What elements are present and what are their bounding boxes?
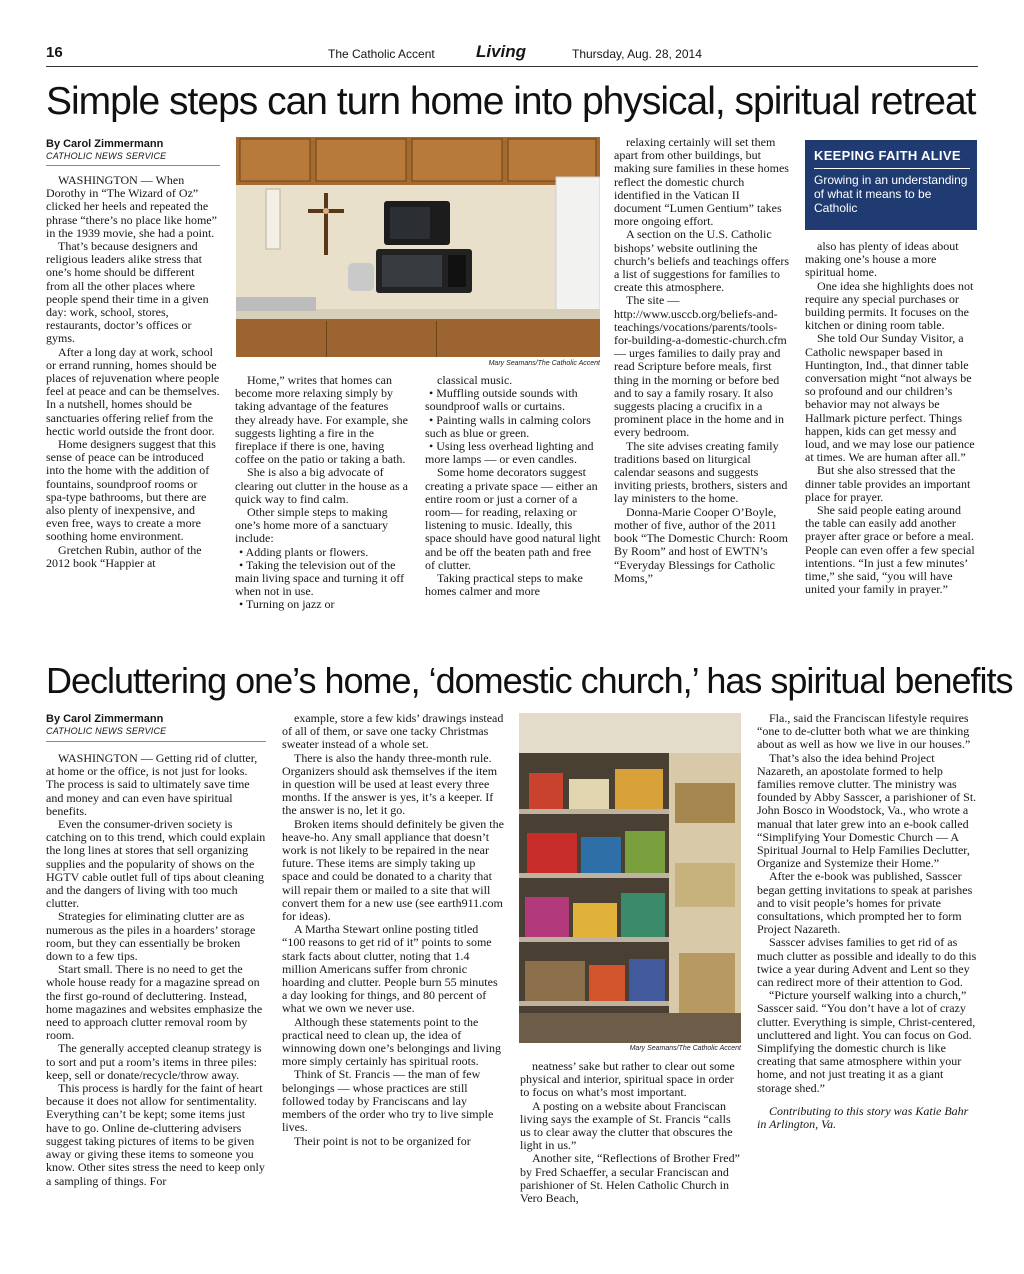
story1-byline-org: CATHOLIC NEWS SERVICE — [46, 151, 167, 161]
article-paragraph: Donna-Marie Cooper O’Boyle, mother of five, author of the 2011 book “The Domestic Church: Room By Room” and host of EWTN’s “Everyday Blessings for Catholic Moms,” — [614, 504, 788, 585]
article-paragraph: There is also the handy three-month rule. Organizers should ask themselves if the item in question will be used at least every three months. If the answer is yes, it’s a keeper. If the answer is no, let it go. — [282, 750, 498, 818]
publication-date: Thursday, Aug. 28, 2014 — [572, 47, 702, 61]
article-paragraph: • Using less overhead lighting and more lamps — or even candles. — [425, 439, 594, 467]
publication-name: The Catholic Accent — [328, 47, 435, 61]
story1-column-4 — [614, 136, 790, 642]
article-paragraph: After the e-book was published, Sasscer began getting invitations to speak at parishes and to visit people’s homes for private consultations, which prompted her to form Project Nazareth. — [757, 869, 973, 937]
article-paragraph: also has plenty of ideas about making one’s house a more spiritual home. — [805, 240, 959, 280]
story2-byline: By Carol Zimmermann — [46, 713, 164, 725]
article-paragraph: Even the consumer-driven society is catching on to this trend, which could explain the long lines at stores that sell organizing supplies and the popularity of shows on the HGTV cable outlet full of tips about cleaning and the dangers of living with too much clutter. — [46, 817, 266, 911]
article-paragraph: The site — http://www.usccb.org/beliefs-and-teachings/vocations/parents/tools-for-building-a-domestic-church.cfm — urges families to daily pray and read Scripture before meals, first thing in the morning or before bed and to say a family rosary. It also suggests placing a crucifix in a prominent place in the home and in every bedroom. — [614, 293, 787, 440]
article-paragraph: One idea she highlights does not require any special purchases or building permits. It focuses on the kitchen or dining room table. — [805, 278, 974, 333]
article-paragraph: Their point is not to be organized for — [294, 1133, 471, 1148]
article-paragraph: Broken items should definitely be given the heave-ho. Any small appliance that doesn’t work is not likely to be repaired in the near future. These items are simply taking up space and could be donated to a charity that will repair them or mailed to a site that will convert them for a new use (see earth911.com for ideas). — [282, 816, 504, 924]
keeping-faith-alive-box — [805, 140, 977, 230]
article-paragraph: Other simple steps to making one’s home more of a sanctuary include: — [235, 505, 388, 546]
article-paragraph: • Muffling outside sounds with soundproof walls or curtains. — [425, 386, 578, 414]
article-paragraph: WASHINGTON — When Dorothy in “The Wizard of Oz” clicked her heels and repeated the phrase “there’s no place like home” in the 1939 movie, she had a point. — [46, 174, 217, 240]
keeping-faith-alive-subtitle: Growing in an understanding of what it means to be Catholic — [814, 173, 968, 215]
story1-photo-credit: Mary Seamans/The Catholic Accent — [488, 360, 600, 367]
article-paragraph: Gretchen Rubin, author of the 2012 book “Happier at — [46, 542, 202, 570]
article-paragraph: • Taking the television out of the main living space and turning it off when not in use. — [235, 557, 405, 599]
story2-photo-credit: Mary Seamans/The Catholic Accent — [629, 1045, 741, 1052]
article-paragraph: She said people eating around the table can easily add another prayer after grace or before a meal. People can even offer a few special intentions. “In just a few minutes’ time,” she said, “you will have united your family in prayer.” — [805, 503, 975, 597]
article-paragraph: • Adding plants or flowers. — [239, 544, 369, 559]
article-paragraph: A posting on a website about Franciscan living says the example of St. Francis “calls us to clear away the clutter that obscures the light in us.” — [520, 1098, 733, 1153]
article-paragraph: Taking practical steps to make homes calmer and more — [425, 571, 583, 599]
article-paragraph: The generally accepted cleanup strategy is to sort and put a room’s items in three piles: keep, sell or donate/recycle/throw away. — [46, 1041, 262, 1082]
article-paragraph: But she also stressed that the dinner table provides an important place for prayer. — [805, 463, 971, 504]
article-paragraph: relaxing certainly will set them apart from other buildings, but making sure families in these homes reflect the domestic church identified in the Vatican II document “Lumen Gentium” takes more ongoing effort. — [614, 136, 789, 229]
story1-headline: Simple steps can turn home into physical, spiritual retreat — [46, 80, 976, 123]
storage-shelves-photo — [519, 713, 741, 1043]
article-paragraph: Although these statements point to the practical need to clean up, the idea of winnowing down one’s belongings and living more simply certainly has spiritual roots. — [282, 1014, 501, 1069]
article-paragraph: Home designers suggest that this sense of peace can be introduced into the home with the addition of fountains, soundproof rooms or spa-type bathrooms, but there are also plenty of inexpensive, and even free, ways to create a more soothing home environment. — [46, 437, 216, 544]
article-paragraph: Fla., said the Franciscan lifestyle requires “one to de-clutter both what we are thinking about as well as how we live in our houses.” — [757, 712, 971, 752]
folio-rule — [46, 66, 978, 67]
article-paragraph: classical music. — [437, 374, 513, 387]
story2-headline: Decluttering one’s home, ‘domestic church,’ has spiritual benefits — [46, 660, 1013, 701]
story1-column-3 — [425, 374, 601, 642]
article-paragraph: WASHINGTON — Getting rid of clutter, at home or the office, is not just for looks. The process is said to ultimately save time and money and can even have spiritual benefits. — [46, 752, 258, 818]
page-number: 16 — [46, 44, 63, 61]
article-paragraph: A section on the U.S. Catholic bishops’ website outlining the church’s beliefs and teachings offers a list of suggestions for families to create this atmosphere. — [614, 227, 790, 295]
article-paragraph: That’s also the idea behind Project Nazareth, an apostolate formed to help families remove clutter. The ministry was founded by Abby Sasscer, a parishioner of St. John Bosco in Woodstock, Va., who wrote a manual that later grew into an e-book called “Simplifying Your Domestic Church — A Spiritual Journal to Help Families Declutter, Organize and Systemize their Home.” — [757, 750, 977, 871]
article-paragraph: She told Our Sunday Visitor, a Catholic newspaper based in Huntington, Ind., that dinner table conversation might “not always be so profound and our children’s behavior may not always be Hallmark picture perfect. Things happen, kids can get messy and loud, and we may lose our patience at times. We are human after all.” — [805, 331, 975, 465]
keeping-faith-alive-title: KEEPING FAITH ALIVE — [814, 148, 961, 163]
story1-byline: By Carol Zimmermann — [46, 138, 164, 150]
story2-column-1 — [46, 752, 268, 1222]
story1-column-5 — [805, 240, 977, 642]
story1-column-2 — [235, 374, 411, 642]
article-paragraph: Strategies for eliminating clutter are as numerous as the piles in a hoarders’ storage room, but they can essentially be broken down to a few tips. — [46, 909, 256, 964]
article-paragraph: Some home decorators suggest creating a private space — either an entire room or just a corner of a room— for reading, relaxing or listening to music. Ideally, this space should have good natural light and be off the beaten path and free of clutter. — [425, 465, 601, 572]
keeping-faith-alive-rule — [814, 168, 970, 169]
story1-column-1 — [46, 174, 220, 642]
story2-column-4 — [757, 712, 979, 1222]
article-paragraph: neatness’ sake but rather to clear out some physical and interior, spiritual space in order to focus on what’s most important. — [520, 1060, 735, 1100]
story2-column-3 — [520, 1060, 742, 1222]
article-paragraph: Think of St. Francis — the man of few belongings — whose practices are still followed today by Franciscans and lay members of the order who try to live simple lives. — [282, 1067, 494, 1135]
contributor-credit: Contributing to this story was Katie Bahr in Arlington, Va. — [757, 1103, 969, 1132]
story2-byline-org: CATHOLIC NEWS SERVICE — [46, 726, 167, 736]
article-paragraph: Another site, “Reflections of Brother Fred” by Fred Schaeffer, a secular Franciscan and parishioner of St. Helen Catholic Church in Vero Beach, — [520, 1151, 740, 1206]
article-paragraph: Start small. There is no need to get the whole house ready for a magazine spread on the first go-round of decluttering. Instead, home magazines and websites emphasize the need to approach clutter removal room by room. — [46, 962, 263, 1043]
kitchen-photo — [236, 137, 600, 357]
article-paragraph: example, store a few kids’ drawings instead of all of them, or save one tacky Christmas sweater instead of a whole set. — [282, 712, 504, 752]
article-paragraph: She is also a big advocate of clearing out clutter in the house as a quick way to find calm. — [235, 465, 408, 506]
article-paragraph: • Painting walls in calming colors such as blue or green. — [425, 412, 591, 440]
article-paragraph: That’s because designers and religious leaders alike stress that one’s home should be different from all the other places where people spend their time in a given day: work, school, stores, restaurants, doctor’s offices or gyms. — [46, 239, 209, 346]
article-paragraph: • Turning on jazz or — [239, 597, 335, 612]
article-paragraph: “Picture yourself walking into a church,” Sasscer said. “You don’t have a lot of crazy clutter. Everything is simple, Christ-centered, uncluttered and light. You can focus on God. Simplifying the domestic church is like creating that same atmosphere within your home, and not just treating it as a giant storage shed.” — [757, 988, 976, 1095]
story1-byline-rule — [46, 165, 220, 166]
article-paragraph: Home,” writes that homes can become more relaxing simply by taking advantage of the features they already have. For example, she suggests lighting a fire in the fireplace if there is one, having coffee on the patio or taking a bath. — [235, 374, 408, 467]
story2-column-2 — [282, 712, 504, 1222]
article-paragraph: The site advises creating family traditions based on liturgical calendar seasons and suggests inviting priests, brothers, sisters and lay ministers to the home. — [614, 438, 788, 506]
article-paragraph: After a long day at work, school or errand running, homes should be places of rejuvenation where people feel at peace and can be themselves. In a nutshell, homes should be sanctuaries offering relief from the hectic world outside the front door. — [46, 344, 220, 438]
article-paragraph: Sasscer advises families to get rid of as much clutter as possible and ideally to do this twice a year during Advent and Lent so they can redirect more of their attention to God. — [757, 935, 977, 990]
section-name: Living — [476, 42, 527, 61]
article-paragraph: A Martha Stewart online posting titled “100 reasons to get rid of it” points to some stark facts about clutter, noting that 1.4 million Americans suffer from chronic hoarding and clutter. People burn 55 minutes a day looking for things, and 80 percent of what we own we never use. — [282, 922, 498, 1016]
story2-byline-rule — [46, 741, 266, 742]
article-paragraph: This process is hardly for the faint of heart because it does not allow for sentimentality. Everything can’t be kept; some items just have to go. Online de-cluttering advisers suggest taking pictures of items to be given away or giving these items to someone you know. Other sites stress the need to keep only a sampling of things. For — [46, 1081, 265, 1188]
